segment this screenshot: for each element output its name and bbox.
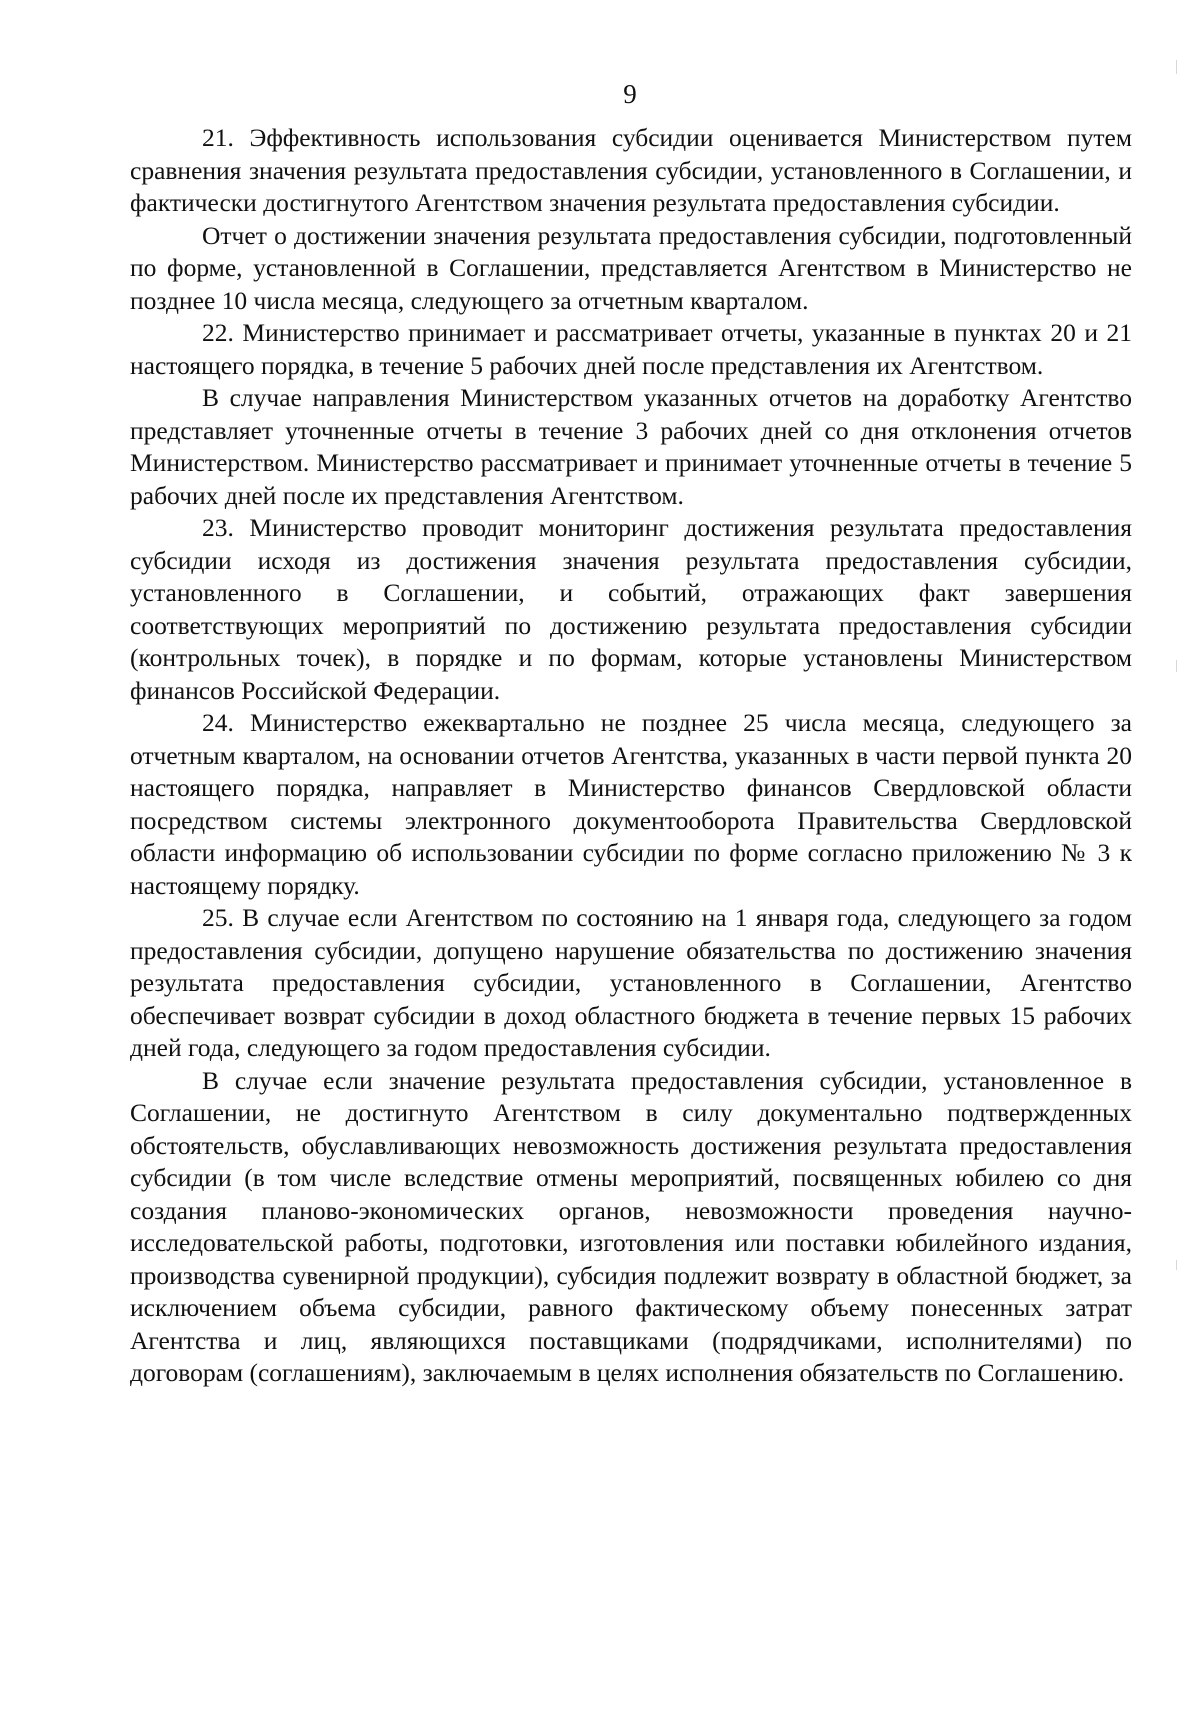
- paragraph-24: 24. Министерство ежеквартально не позднее 25 числа месяца, следующего за отчетным кварталом, на основании отчетов Агентства, указанных в части первой пункта 20 настоящего порядка, направляет в Министерство финансов Свердловской области посредством системы электронного документооборота Правительства Свердловской области информацию об использовании субсидии по форме согласно приложению № 3 к настоящему порядку.: [130, 708, 1132, 900]
- page-number: 9: [623, 79, 637, 109]
- scan-edge-mark-top: [1176, 60, 1177, 74]
- paragraph-21: 21. Эффективность использования субсидии оценивается Министерством путем сравнения значения результата предоставления субсидии, установленного в Соглашении, и фактически достигнутого Агентством значения результата предоставления субсидии.: [130, 123, 1132, 217]
- paragraph-23: 23. Министерство проводит мониторинг достижения результата предоставления субсидии исходя из достижения значения результата предоставления субсидии, установленного в Соглашении, и событий, отражающих факт завершения соответствующих мероприятий по достижению результата предоставления субсидии (контрольных точек), в порядке и по формам, которые установлены Министерством финансов Российской Федерации.: [130, 513, 1132, 705]
- scan-edge-mark-middle: [1176, 660, 1177, 672]
- paragraph-25: 25. В случае если Агентством по состоянию на 1 января года, следующего за годом предоставления субсидии, допущено нарушение обязательства по достижению значения результата предоставления субсидии, установленного в Соглашении, Агентство обеспечивает возврат субсидии в доход областного бюджета в течение первых 15 рабочих дней года, следующего за годом предоставления субсидии.: [130, 903, 1132, 1062]
- paragraph-21-report: Отчет о достижении значения результата предоставления субсидии, подготовленный по форме, установленной в Соглашении, представляется Агентством в Министерство не позднее 10 числа месяца, следующего за отчетным кварталом.: [130, 220, 1132, 315]
- document-body: [130, 122, 1132, 1390]
- paragraph-22: 22. Министерство принимает и рассматривает отчеты, указанные в пунктах 20 и 21 настоящего порядка, в течение 5 рабочих дней после представления их Агентством.: [130, 318, 1132, 380]
- paragraph-22-revision: В случае направления Министерством указанных отчетов на доработку Агентство представляет уточненные отчеты в течение 3 рабочих дней со дня отклонения отчетов Министерством. Министерство рассматривает и принимает уточненные отчеты в течение 5 рабочих дней после их представления Агентством.: [130, 383, 1132, 510]
- paragraph-25-exception: В случае если значение результата предоставления субсидии, установленное в Соглашении, не достигнуто Агентством в силу документально подтвержденных обстоятельств, обуславливающих невозможность достижения результата предоставления субсидии (в том числе вследствие отмены мероприятий, посвященных юбилею со дня создания планово-экономических органов, невозможности проведения научно-исследовательской работы, подготовки, изготовления или поставки юбилейного издания, производства сувенирной продукции), субсидия подлежит возврату в областной бюджет, за исключением объема субсидии, равного фактическому объему понесенных затрат Агентства и лиц, являющихся поставщиками (подрядчиками, исполнителями) по договорам (соглашениям), заключаемым в целях исполнения обязательств по Соглашению.: [130, 1065, 1132, 1387]
- scan-edge-mark-lower: [1176, 1260, 1177, 1270]
